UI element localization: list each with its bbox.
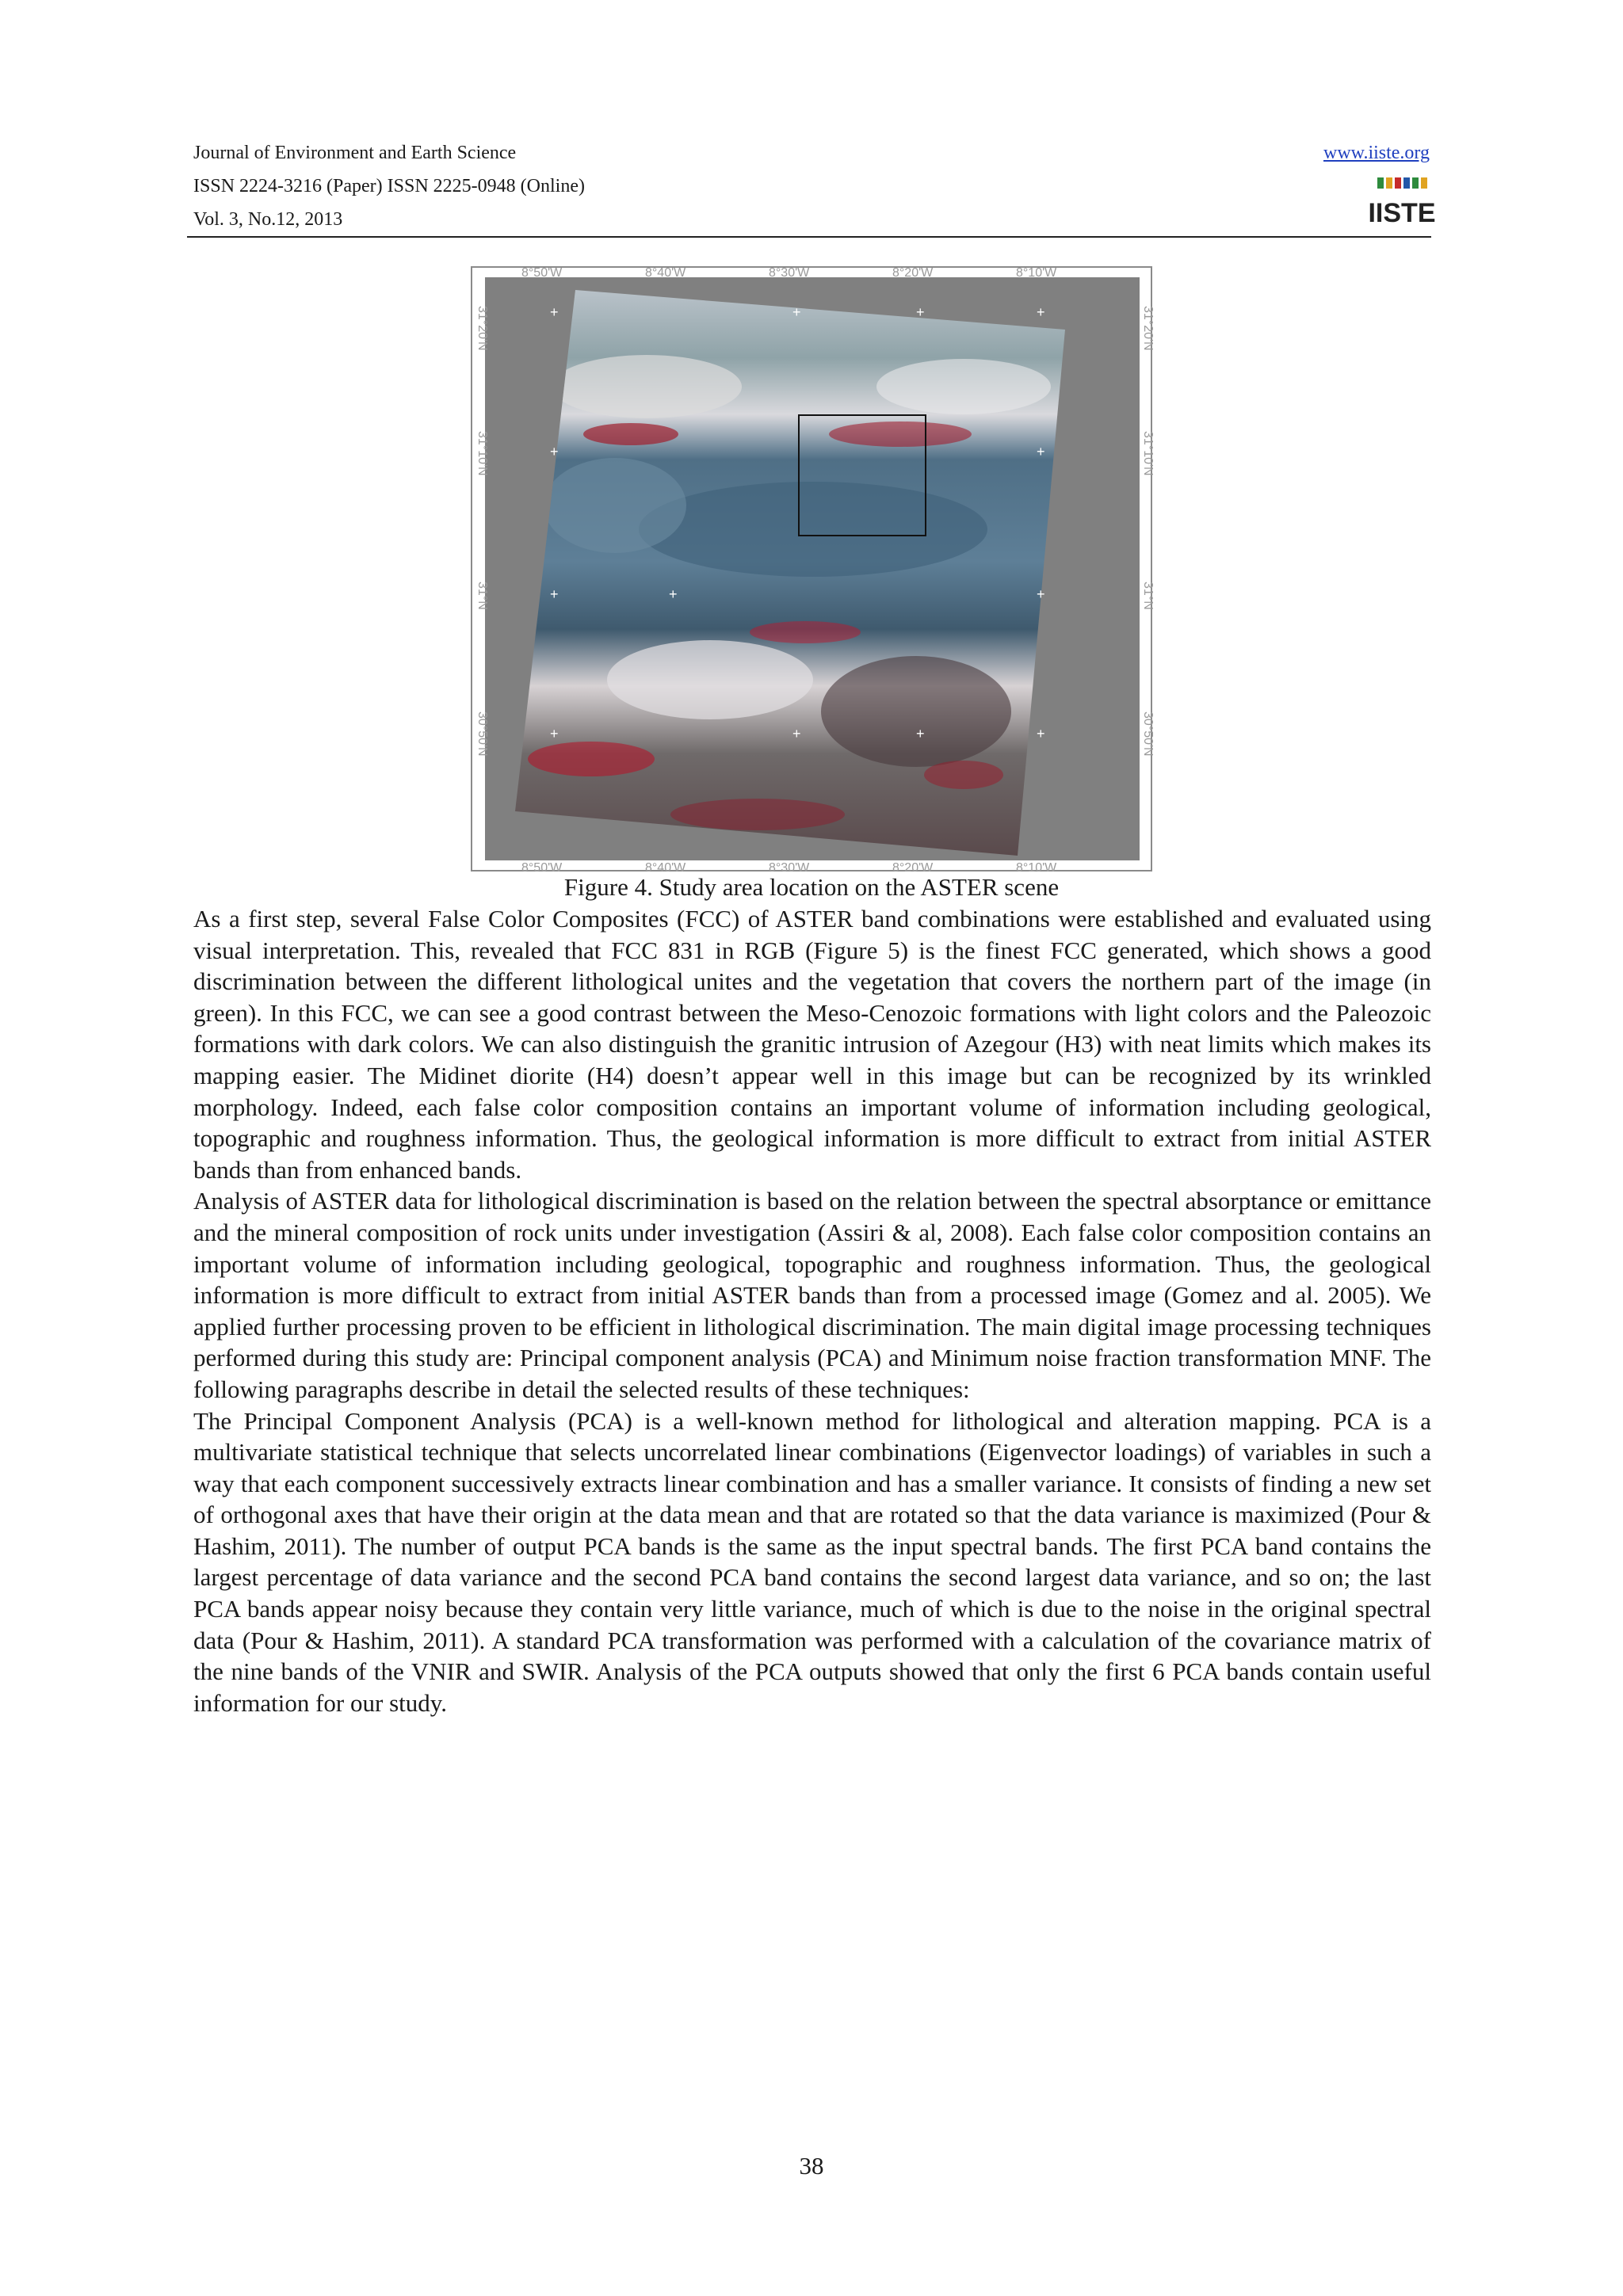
- left-tick-label: 31°10'N: [475, 431, 489, 476]
- svg-text:+: +: [916, 304, 925, 320]
- bottom-tick-label: 8°50'W: [521, 861, 563, 875]
- left-tick-label: 31°20'N: [475, 306, 489, 351]
- svg-text:+: +: [792, 726, 801, 742]
- svg-text:+: +: [550, 444, 559, 460]
- paragraph: As a first step, several False Color Composites (FCC) of ASTER band combinations were established and evaluated using visual interpretation. This, revealed that FCC 831 in RGB (Figure 5) is the finest FCC generated, which shows a good discrimination between the different lithological unites and the vegetation that covers the northern part of the image (in green). In this FCC, we can see a good contrast between the Meso-Cenozoic formations with light colors and the Paleozoic formations with dark colors. We can also distinguish the granitic intrusion of Azegour (H3) with neat limits which makes its mapping easier. The Midinet diorite (H4) doesn’t appear well in this image but can be recognized by its wrinkled morphology. Indeed, each false color composition contains an important volume of information including geological, topographic and roughness information. Thus, the geological information is more difficult to extract from initial ASTER bands than from enhanced bands.: [193, 905, 1431, 1184]
- bottom-tick-label: 8°20'W: [892, 861, 934, 875]
- figure-aster-scene: [471, 266, 1155, 875]
- svg-text:+: +: [550, 304, 559, 320]
- svg-text:+: +: [1037, 304, 1045, 320]
- svg-text:+: +: [550, 726, 559, 742]
- right-tick-label: 31°N: [1141, 582, 1155, 610]
- page-number: 38: [799, 2152, 824, 2180]
- svg-text:+: +: [1037, 444, 1045, 460]
- journal-issn: ISSN 2224-3216 (Paper) ISSN 2225-0948 (Online): [193, 176, 585, 196]
- top-tick-label: 8°20'W: [892, 266, 934, 280]
- bottom-tick-label: 8°40'W: [645, 861, 686, 875]
- bottom-tick-label: 8°10'W: [1016, 861, 1057, 875]
- figure-caption: Figure 4. Study area location on the ASTER scene: [563, 873, 1060, 901]
- svg-text:+: +: [550, 586, 559, 602]
- bottom-tick-label: 8°30'W: [769, 861, 810, 875]
- journal-url-link[interactable]: www.iiste.org: [1323, 143, 1430, 163]
- svg-text:+: +: [1037, 726, 1045, 742]
- svg-text:+: +: [1037, 586, 1045, 602]
- right-tick-label: 30°50'N: [1141, 711, 1155, 757]
- iiste-logo-icon: [1368, 174, 1436, 230]
- page-header: [193, 136, 1436, 236]
- journal-name: Journal of Environment and Earth Science: [193, 143, 517, 163]
- right-tick-label: 31°20'N: [1141, 306, 1155, 351]
- top-tick-label: 8°30'W: [769, 266, 810, 280]
- aster-scene-map: [472, 266, 1155, 875]
- left-tick-label: 31°N: [475, 582, 489, 610]
- top-tick-label: 8°50'W: [521, 266, 563, 280]
- svg-text:+: +: [916, 726, 925, 742]
- top-tick-label: 8°10'W: [1016, 266, 1057, 280]
- header-rule: [187, 236, 1431, 238]
- journal-volume: Vol. 3, No.12, 2013: [193, 209, 343, 230]
- svg-text:+: +: [669, 586, 678, 602]
- paragraph: The Principal Component Analysis (PCA) is a well-known method for lithological and alteration mapping. PCA is a multivariate statistical technique that selects uncorrelated linear combinations (Eigenvector loadings) of variables in such a way that each component successively extracts linear combination and has a smaller variance. It consists of finding a new set of orthogonal axes that have their origin at the data mean and that are rotated so that the data variance is maximized (Pour & Hashim, 2011). The number of output PCA bands is the same as the input spectral bands. The first PCA band contains the largest percentage of data variance and the second PCA band contains the second largest data variance, and so on; the last PCA bands appear noisy because they contain very little variance, much of which is due to the noise in the original spectral data (Pour & Hashim, 2011). A standard PCA transformation was performed with a calculation of the covariance matrix of the nine bands of the VNIR and SWIR. Analysis of the PCA outputs showed that only the first 6 PCA bands contain useful information for our study.: [193, 1406, 1431, 1717]
- svg-text:+: +: [792, 304, 801, 320]
- logo-text: IISTE: [1368, 198, 1436, 228]
- top-tick-label: 8°40'W: [645, 266, 686, 280]
- left-tick-label: 30°50'N: [475, 711, 489, 757]
- paragraph: Analysis of ASTER data for lithological discrimination is based on the relation between the spectral absorptance or emittance and the mineral composition of rock units under investigation (Assiri & al, 2008). Each false color composition contains an important volume of information including geological, topographic and roughness information. Thus, the geological information is more difficult to extract from initial ASTER bands than from a processed image (Gomez and al. 2005). We applied further processing proven to be efficient in lithological discrimination. The main digital image processing techniques performed during this study are: Principal component analysis (PCA) and Minimum noise fraction transformation MNF. The following paragraphs describe in detail the selected results of these techniques:: [193, 1187, 1431, 1403]
- right-tick-label: 31°10'N: [1141, 431, 1155, 476]
- body-text: [193, 903, 1431, 1718]
